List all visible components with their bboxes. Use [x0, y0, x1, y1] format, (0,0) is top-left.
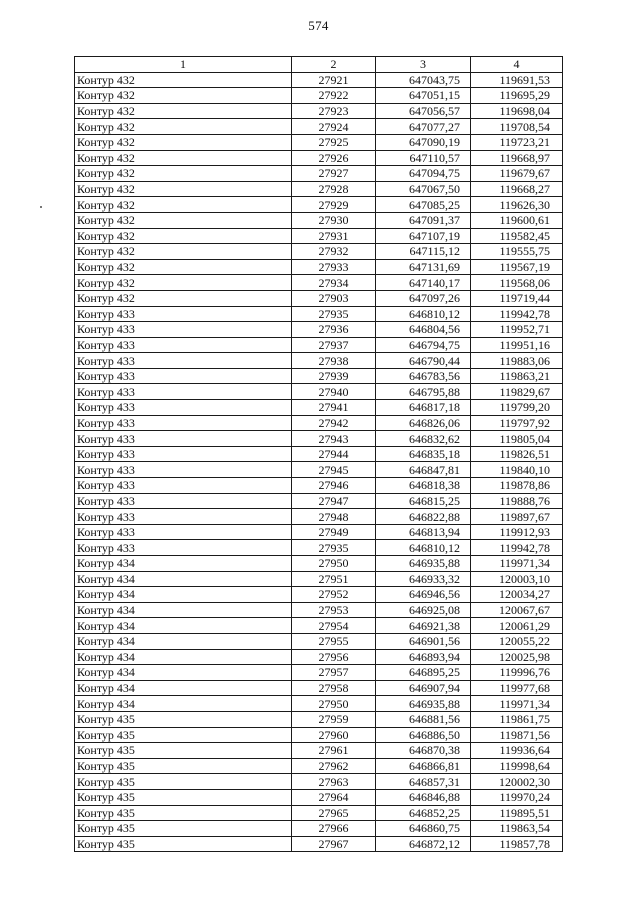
- table-row: [75, 696, 563, 712]
- contour-name-cell: Контур 432: [75, 275, 292, 291]
- table-row: [75, 649, 563, 665]
- table-row: [75, 556, 563, 572]
- point-number-cell: 27943: [292, 431, 376, 447]
- y-coordinate-cell: 120067,67: [471, 602, 563, 618]
- contour-name-cell: Контур 432: [75, 244, 292, 260]
- x-coordinate-cell: 646846,88: [376, 789, 471, 805]
- x-coordinate-cell: 646860,75: [376, 821, 471, 837]
- table-row: [75, 743, 563, 759]
- y-coordinate-cell: 119679,67: [471, 166, 563, 182]
- contour-name-cell: Контур 432: [75, 259, 292, 275]
- point-number-cell: 27952: [292, 587, 376, 603]
- y-coordinate-cell: 119668,27: [471, 181, 563, 197]
- table-row: [75, 805, 563, 821]
- contour-name-cell: Контур 435: [75, 836, 292, 852]
- y-coordinate-cell: 119626,30: [471, 197, 563, 213]
- x-coordinate-cell: 646810,12: [376, 306, 471, 322]
- table-row: [75, 524, 563, 540]
- y-coordinate-cell: 119568,06: [471, 275, 563, 291]
- table-row: [75, 836, 563, 852]
- contour-name-cell: Контур 433: [75, 524, 292, 540]
- contour-name-cell: Контур 433: [75, 400, 292, 416]
- column-header-1: 1: [75, 57, 292, 73]
- table-row: [75, 758, 563, 774]
- y-coordinate-cell: 119829,67: [471, 384, 563, 400]
- point-number-cell: 27947: [292, 493, 376, 509]
- contour-name-cell: Контур 432: [75, 150, 292, 166]
- y-coordinate-cell: 119840,10: [471, 462, 563, 478]
- table-row: [75, 368, 563, 384]
- table-row: [75, 821, 563, 837]
- table-row: [75, 618, 563, 634]
- table-row: [75, 478, 563, 494]
- contour-name-cell: Контур 434: [75, 618, 292, 634]
- table-row: [75, 259, 563, 275]
- contour-name-cell: Контур 433: [75, 322, 292, 338]
- x-coordinate-cell: 646893,94: [376, 649, 471, 665]
- x-coordinate-cell: 647140,17: [376, 275, 471, 291]
- contour-name-cell: Контур 435: [75, 743, 292, 759]
- x-coordinate-cell: 646925,08: [376, 602, 471, 618]
- point-number-cell: 27964: [292, 789, 376, 805]
- contour-name-cell: Контур 432: [75, 197, 292, 213]
- x-coordinate-cell: 646935,88: [376, 696, 471, 712]
- contour-name-cell: Контур 432: [75, 290, 292, 306]
- contour-name-cell: Контур 435: [75, 789, 292, 805]
- x-coordinate-cell: 646895,25: [376, 665, 471, 681]
- point-number-cell: 27957: [292, 665, 376, 681]
- x-coordinate-cell: 646822,88: [376, 509, 471, 525]
- y-coordinate-cell: 120061,29: [471, 618, 563, 634]
- y-coordinate-cell: 119883,06: [471, 353, 563, 369]
- contour-name-cell: Контур 432: [75, 72, 292, 88]
- y-coordinate-cell: 119998,64: [471, 758, 563, 774]
- point-number-cell: 27948: [292, 509, 376, 525]
- table-row: [75, 290, 563, 306]
- point-number-cell: 27936: [292, 322, 376, 338]
- y-coordinate-cell: 119719,44: [471, 290, 563, 306]
- contour-name-cell: Контур 435: [75, 727, 292, 743]
- margin-speck: [40, 206, 42, 208]
- contour-name-cell: Контур 434: [75, 665, 292, 681]
- y-coordinate-cell: 119799,20: [471, 400, 563, 416]
- y-coordinate-cell: 119695,29: [471, 88, 563, 104]
- table-row: [75, 493, 563, 509]
- x-coordinate-cell: 646804,56: [376, 322, 471, 338]
- header-row: [75, 57, 563, 73]
- point-number-cell: 27967: [292, 836, 376, 852]
- point-number-cell: 27934: [292, 275, 376, 291]
- x-coordinate-cell: 646907,94: [376, 680, 471, 696]
- contour-name-cell: Контур 435: [75, 821, 292, 837]
- y-coordinate-cell: 119977,68: [471, 680, 563, 696]
- contour-name-cell: Контур 432: [75, 119, 292, 135]
- point-number-cell: 27950: [292, 696, 376, 712]
- contour-name-cell: Контур 434: [75, 602, 292, 618]
- point-number-cell: 27929: [292, 197, 376, 213]
- point-number-cell: 27937: [292, 337, 376, 353]
- contour-name-cell: Контур 435: [75, 758, 292, 774]
- x-coordinate-cell: 646815,25: [376, 493, 471, 509]
- table-row: [75, 103, 563, 119]
- x-coordinate-cell: 646857,31: [376, 774, 471, 790]
- contour-name-cell: Контур 434: [75, 633, 292, 649]
- table-row: [75, 602, 563, 618]
- y-coordinate-cell: 119863,21: [471, 368, 563, 384]
- point-number-cell: 27932: [292, 244, 376, 260]
- point-number-cell: 27933: [292, 259, 376, 275]
- contour-name-cell: Контур 435: [75, 805, 292, 821]
- y-coordinate-cell: 119567,19: [471, 259, 563, 275]
- y-coordinate-cell: 119857,78: [471, 836, 563, 852]
- point-number-cell: 27963: [292, 774, 376, 790]
- table-row: [75, 134, 563, 150]
- point-number-cell: 27960: [292, 727, 376, 743]
- y-coordinate-cell: 119600,61: [471, 212, 563, 228]
- table-row: [75, 166, 563, 182]
- y-coordinate-cell: 119936,64: [471, 743, 563, 759]
- contour-name-cell: Контур 433: [75, 462, 292, 478]
- table-row: [75, 212, 563, 228]
- point-number-cell: 27965: [292, 805, 376, 821]
- y-coordinate-cell: 119878,86: [471, 478, 563, 494]
- point-number-cell: 27935: [292, 306, 376, 322]
- y-coordinate-cell: 119708,54: [471, 119, 563, 135]
- table-row: [75, 789, 563, 805]
- column-header-2: 2: [292, 57, 376, 73]
- y-coordinate-cell: 120002,30: [471, 774, 563, 790]
- table-row: [75, 384, 563, 400]
- coordinates-table: [74, 56, 563, 852]
- table-row: [75, 119, 563, 135]
- x-coordinate-cell: 646870,38: [376, 743, 471, 759]
- point-number-cell: 27941: [292, 400, 376, 416]
- x-coordinate-cell: 647056,57: [376, 103, 471, 119]
- point-number-cell: 27951: [292, 571, 376, 587]
- x-coordinate-cell: 646794,75: [376, 337, 471, 353]
- x-coordinate-cell: 646835,18: [376, 446, 471, 462]
- table-row: [75, 571, 563, 587]
- x-coordinate-cell: 646826,06: [376, 415, 471, 431]
- table-row: [75, 633, 563, 649]
- point-number-cell: 27903: [292, 290, 376, 306]
- table-row: [75, 337, 563, 353]
- x-coordinate-cell: 646817,18: [376, 400, 471, 416]
- x-coordinate-cell: 646810,12: [376, 540, 471, 556]
- contour-name-cell: Контур 434: [75, 587, 292, 603]
- contour-name-cell: Контур 432: [75, 88, 292, 104]
- contour-name-cell: Контур 433: [75, 337, 292, 353]
- table-row: [75, 322, 563, 338]
- point-number-cell: 27935: [292, 540, 376, 556]
- point-number-cell: 27962: [292, 758, 376, 774]
- x-coordinate-cell: 647131,69: [376, 259, 471, 275]
- x-coordinate-cell: 647115,12: [376, 244, 471, 260]
- contour-name-cell: Контур 432: [75, 134, 292, 150]
- point-number-cell: 27931: [292, 228, 376, 244]
- x-coordinate-cell: 646901,56: [376, 633, 471, 649]
- y-coordinate-cell: 119942,78: [471, 306, 563, 322]
- x-coordinate-cell: 647094,75: [376, 166, 471, 182]
- y-coordinate-cell: 119952,71: [471, 322, 563, 338]
- x-coordinate-cell: 646852,25: [376, 805, 471, 821]
- point-number-cell: 27959: [292, 711, 376, 727]
- table-row: [75, 774, 563, 790]
- x-coordinate-cell: 646933,32: [376, 571, 471, 587]
- point-number-cell: 27966: [292, 821, 376, 837]
- x-coordinate-cell: 647051,15: [376, 88, 471, 104]
- table-row: [75, 306, 563, 322]
- point-number-cell: 27945: [292, 462, 376, 478]
- y-coordinate-cell: 119698,04: [471, 103, 563, 119]
- table-row: [75, 665, 563, 681]
- table-row: [75, 275, 563, 291]
- contour-name-cell: Контур 434: [75, 556, 292, 572]
- y-coordinate-cell: 119971,34: [471, 696, 563, 712]
- contour-name-cell: Контур 433: [75, 415, 292, 431]
- table-row: [75, 88, 563, 104]
- y-coordinate-cell: 119805,04: [471, 431, 563, 447]
- contour-name-cell: Контур 433: [75, 446, 292, 462]
- y-coordinate-cell: 119863,54: [471, 821, 563, 837]
- point-number-cell: 27926: [292, 150, 376, 166]
- table-row: [75, 72, 563, 88]
- x-coordinate-cell: 646886,50: [376, 727, 471, 743]
- point-number-cell: 27949: [292, 524, 376, 540]
- y-coordinate-cell: 119942,78: [471, 540, 563, 556]
- y-coordinate-cell: 120034,27: [471, 587, 563, 603]
- point-number-cell: 27950: [292, 556, 376, 572]
- point-number-cell: 27940: [292, 384, 376, 400]
- contour-name-cell: Контур 433: [75, 384, 292, 400]
- y-coordinate-cell: 119871,56: [471, 727, 563, 743]
- x-coordinate-cell: 646813,94: [376, 524, 471, 540]
- x-coordinate-cell: 647077,27: [376, 119, 471, 135]
- y-coordinate-cell: 119861,75: [471, 711, 563, 727]
- y-coordinate-cell: 119691,53: [471, 72, 563, 88]
- point-number-cell: 27925: [292, 134, 376, 150]
- point-number-cell: 27930: [292, 212, 376, 228]
- point-number-cell: 27953: [292, 602, 376, 618]
- contour-name-cell: Контур 432: [75, 166, 292, 182]
- y-coordinate-cell: 119996,76: [471, 665, 563, 681]
- contour-name-cell: Контур 433: [75, 509, 292, 525]
- x-coordinate-cell: 647085,25: [376, 197, 471, 213]
- point-number-cell: 27939: [292, 368, 376, 384]
- contour-name-cell: Контур 433: [75, 306, 292, 322]
- point-number-cell: 27928: [292, 181, 376, 197]
- y-coordinate-cell: 119888,76: [471, 493, 563, 509]
- y-coordinate-cell: 119555,75: [471, 244, 563, 260]
- point-number-cell: 27955: [292, 633, 376, 649]
- y-coordinate-cell: 119582,45: [471, 228, 563, 244]
- contour-name-cell: Контур 432: [75, 212, 292, 228]
- x-coordinate-cell: 646946,56: [376, 587, 471, 603]
- x-coordinate-cell: 647107,19: [376, 228, 471, 244]
- x-coordinate-cell: 646872,12: [376, 836, 471, 852]
- table-row: [75, 415, 563, 431]
- contour-name-cell: Контур 432: [75, 181, 292, 197]
- x-coordinate-cell: 646783,56: [376, 368, 471, 384]
- y-coordinate-cell: 120025,98: [471, 649, 563, 665]
- point-number-cell: 27927: [292, 166, 376, 182]
- contour-name-cell: Контур 432: [75, 103, 292, 119]
- contour-name-cell: Контур 434: [75, 571, 292, 587]
- table-row: [75, 446, 563, 462]
- x-coordinate-cell: 646818,38: [376, 478, 471, 494]
- table-row: [75, 727, 563, 743]
- x-coordinate-cell: 646921,38: [376, 618, 471, 634]
- table-row: [75, 711, 563, 727]
- table-row: [75, 509, 563, 525]
- table-row: [75, 400, 563, 416]
- x-coordinate-cell: 646795,88: [376, 384, 471, 400]
- y-coordinate-cell: 119723,21: [471, 134, 563, 150]
- point-number-cell: 27958: [292, 680, 376, 696]
- contour-name-cell: Контур 434: [75, 680, 292, 696]
- y-coordinate-cell: 119951,16: [471, 337, 563, 353]
- table-row: [75, 431, 563, 447]
- contour-name-cell: Контур 434: [75, 649, 292, 665]
- y-coordinate-cell: 119971,34: [471, 556, 563, 572]
- table-row: [75, 540, 563, 556]
- x-coordinate-cell: 647097,26: [376, 290, 471, 306]
- point-number-cell: 27923: [292, 103, 376, 119]
- x-coordinate-cell: 647091,37: [376, 212, 471, 228]
- contour-name-cell: Контур 434: [75, 696, 292, 712]
- point-number-cell: 27938: [292, 353, 376, 369]
- table-row: [75, 228, 563, 244]
- contour-name-cell: Контур 435: [75, 774, 292, 790]
- contour-name-cell: Контур 433: [75, 353, 292, 369]
- contour-name-cell: Контур 433: [75, 540, 292, 556]
- x-coordinate-cell: 647110,57: [376, 150, 471, 166]
- point-number-cell: 27922: [292, 88, 376, 104]
- contour-name-cell: Контур 432: [75, 228, 292, 244]
- page-number: 574: [308, 18, 329, 33]
- table-row: [75, 244, 563, 260]
- point-number-cell: 27956: [292, 649, 376, 665]
- point-number-cell: 27921: [292, 72, 376, 88]
- contour-name-cell: Контур 435: [75, 711, 292, 727]
- table-row: [75, 353, 563, 369]
- point-number-cell: 27944: [292, 446, 376, 462]
- table-row: [75, 197, 563, 213]
- y-coordinate-cell: 119668,97: [471, 150, 563, 166]
- x-coordinate-cell: 646866,81: [376, 758, 471, 774]
- x-coordinate-cell: 647090,19: [376, 134, 471, 150]
- table-row: [75, 462, 563, 478]
- x-coordinate-cell: 646832,62: [376, 431, 471, 447]
- column-header-3: 3: [376, 57, 471, 73]
- x-coordinate-cell: 646881,56: [376, 711, 471, 727]
- table-row: [75, 150, 563, 166]
- y-coordinate-cell: 119797,92: [471, 415, 563, 431]
- y-coordinate-cell: 119826,51: [471, 446, 563, 462]
- contour-name-cell: Контур 433: [75, 478, 292, 494]
- table-row: [75, 181, 563, 197]
- point-number-cell: 27942: [292, 415, 376, 431]
- x-coordinate-cell: 647043,75: [376, 72, 471, 88]
- y-coordinate-cell: 120055,22: [471, 633, 563, 649]
- y-coordinate-cell: 119970,24: [471, 789, 563, 805]
- y-coordinate-cell: 119912,93: [471, 524, 563, 540]
- contour-name-cell: Контур 433: [75, 493, 292, 509]
- column-header-4: 4: [471, 57, 563, 73]
- point-number-cell: 27954: [292, 618, 376, 634]
- x-coordinate-cell: 646790,44: [376, 353, 471, 369]
- y-coordinate-cell: 119895,51: [471, 805, 563, 821]
- table-body: [75, 72, 563, 852]
- y-coordinate-cell: 119897,67: [471, 509, 563, 525]
- table-row: [75, 587, 563, 603]
- point-number-cell: 27946: [292, 478, 376, 494]
- y-coordinate-cell: 120003,10: [471, 571, 563, 587]
- table-row: [75, 680, 563, 696]
- point-number-cell: 27924: [292, 119, 376, 135]
- x-coordinate-cell: 646847,81: [376, 462, 471, 478]
- x-coordinate-cell: 647067,50: [376, 181, 471, 197]
- contour-name-cell: Контур 433: [75, 368, 292, 384]
- contour-name-cell: Контур 433: [75, 431, 292, 447]
- point-number-cell: 27961: [292, 743, 376, 759]
- x-coordinate-cell: 646935,88: [376, 556, 471, 572]
